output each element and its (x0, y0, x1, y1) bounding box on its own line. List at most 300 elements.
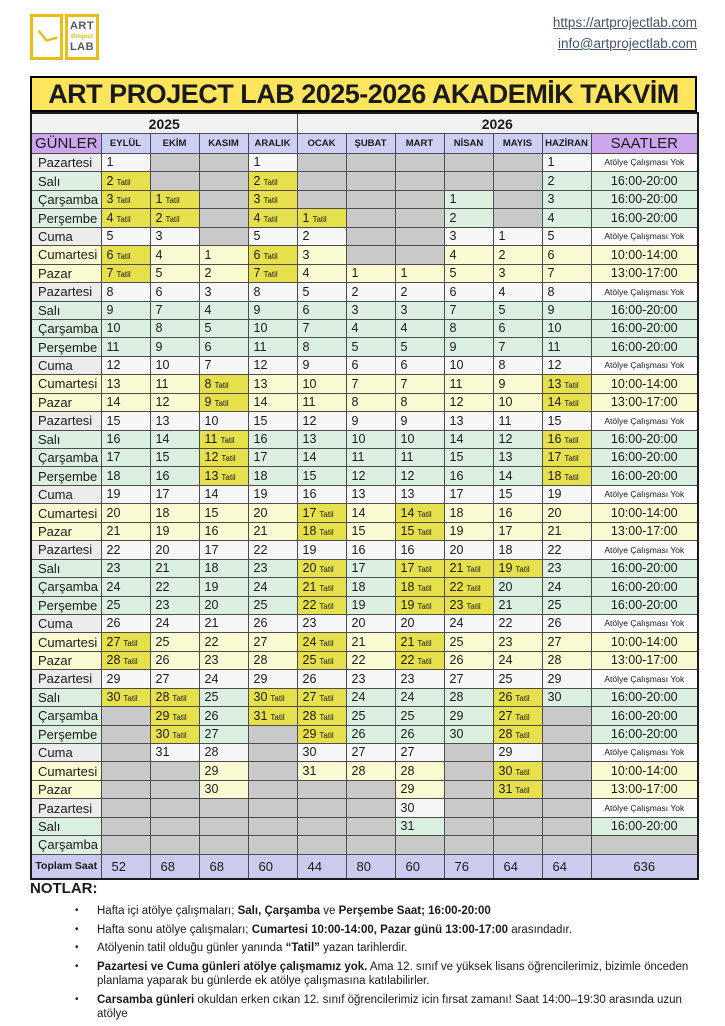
calendar-cell (199, 780, 248, 798)
note-text (97, 993, 697, 1022)
calendar-cell (150, 227, 199, 245)
day-number: 20 (204, 597, 219, 612)
tatil-badge: Tatil (515, 767, 530, 777)
calendar-cell (101, 449, 150, 467)
saat-cell: Atölye Çalışması Yok (591, 670, 698, 688)
day-number: 1 (155, 192, 163, 207)
month-header: MAYIS (493, 134, 542, 154)
calendar-cell (248, 319, 297, 337)
calendar-cell (395, 283, 444, 301)
day-label: Pazar (31, 780, 101, 798)
calendar-cell (493, 780, 542, 798)
calendar-cell (101, 799, 150, 817)
tatil-badge: Tatil (417, 528, 432, 538)
calendar-cell (199, 504, 248, 522)
calendar-cell (542, 412, 591, 430)
day-number: 4 (204, 302, 212, 317)
calendar-cell (248, 504, 297, 522)
day-number: 26 (547, 616, 562, 631)
total-cell: 64 (493, 854, 542, 879)
month-header: MART (395, 134, 444, 154)
calendar-cell (248, 356, 297, 374)
tatil-badge: Tatil (270, 712, 285, 722)
calendar-cell (395, 725, 444, 743)
website-link[interactable]: https://artprojectlab.com (552, 15, 697, 30)
note-segment: Salı, Çarşamba (237, 905, 321, 917)
calendar-cell (493, 154, 542, 172)
calendar-cell (150, 504, 199, 522)
calendar-cell (444, 799, 493, 817)
calendar-cell (346, 430, 395, 448)
calendar-cell (297, 319, 346, 337)
note-item (30, 923, 697, 938)
day-number: 6 (547, 247, 555, 262)
day-row (31, 633, 698, 651)
calendar-cell (493, 356, 542, 374)
day-number: 31 (498, 782, 513, 797)
calendar-cell (444, 559, 493, 577)
day-number: 15 (204, 505, 219, 520)
day-number: 9 (155, 339, 163, 354)
calendar-cell (395, 412, 444, 430)
calendar-cell (444, 301, 493, 319)
day-number: 18 (155, 505, 170, 520)
month-header: ARALIK (248, 134, 297, 154)
calendar-cell (395, 356, 444, 374)
day-number: 8 (106, 284, 114, 299)
calendar-cell (101, 522, 150, 540)
calendar-cell (395, 578, 444, 596)
day-number: 4 (302, 266, 310, 281)
calendar-cell (395, 504, 444, 522)
calendar-cell (395, 522, 444, 540)
day-number: 19 (302, 542, 317, 557)
calendar-cell (101, 319, 150, 337)
calendar-cell (346, 725, 395, 743)
day-row (31, 596, 698, 614)
calendar-cell (199, 190, 248, 208)
day-number: 20 (400, 616, 415, 631)
day-number: 20 (302, 561, 317, 576)
note-segment: Hafta sonu atölye çalışmaları; (97, 923, 252, 936)
saat-cell: 13:00-17:00 (591, 522, 698, 540)
day-number: 31 (155, 745, 170, 760)
day-number: 3 (302, 247, 310, 262)
tatil-badge: Tatil (564, 454, 579, 464)
day-number: 26 (351, 727, 366, 742)
note-segment: Cumartesi 10:00-14:00, Pazar günü 13:00-17:00 (251, 923, 509, 936)
day-number: 14 (106, 395, 121, 410)
day-number: 23 (204, 653, 219, 668)
day-number: 2 (351, 284, 359, 299)
saat-cell: 16:00-20:00 (591, 338, 698, 356)
calendar-cell (346, 393, 395, 411)
calendar-cell (346, 154, 395, 172)
calendar-cell (248, 393, 297, 411)
calendar-cell (542, 596, 591, 614)
day-number: 14 (155, 432, 170, 447)
total-cell: 64 (542, 854, 591, 879)
day-number: 29 (547, 671, 562, 686)
tatil-badge: Tatil (220, 436, 235, 446)
day-number: 9 (400, 413, 408, 428)
calendar-cell (395, 375, 444, 393)
tatil-badge: Tatil (564, 436, 579, 446)
day-row (31, 246, 698, 264)
day-number: 14 (498, 468, 513, 483)
day-number: 21 (155, 561, 170, 576)
day-label: Cumartesi (31, 762, 101, 780)
day-number: 12 (449, 395, 464, 410)
page-title: ART PROJECT LAB 2025-2026 AKADEMİK TAKVİM (30, 76, 697, 112)
day-number: 9 (449, 339, 457, 354)
day-number: 7 (449, 302, 457, 317)
note-item (30, 993, 697, 1022)
total-cell: 80 (346, 854, 395, 879)
calendar-cell (248, 725, 297, 743)
tatil-badge: Tatil (319, 565, 334, 575)
calendar-cell (346, 264, 395, 282)
day-number: 22 (106, 542, 121, 557)
saat-cell: 16:00-20:00 (591, 707, 698, 725)
day-number: 14 (204, 487, 219, 502)
day-number: 6 (106, 247, 114, 262)
day-number: 21 (547, 524, 562, 539)
day-row (31, 614, 698, 632)
day-number: 1 (106, 155, 114, 170)
calendar-cell (101, 541, 150, 559)
month-header: ŞUBAT (346, 134, 395, 154)
calendar-cell (101, 836, 150, 854)
saat-cell: 16:00-20:00 (591, 725, 698, 743)
day-label: Çarşamba (31, 707, 101, 725)
calendar-cell (444, 264, 493, 282)
calendar-cell (493, 246, 542, 264)
calendar-cell (150, 836, 199, 854)
calendar-cell (199, 246, 248, 264)
day-number: 16 (498, 505, 513, 520)
saat-cell: 16:00-20:00 (591, 817, 698, 835)
calendar-cell (395, 688, 444, 706)
calendar-cell (346, 412, 395, 430)
calendar-cell (493, 762, 542, 780)
calendar-cell (199, 301, 248, 319)
calendar-cell (444, 541, 493, 559)
day-row (31, 799, 698, 817)
day-number: 3 (253, 192, 261, 207)
calendar-cell (493, 301, 542, 319)
calendar-cell (542, 264, 591, 282)
calendar-cell (199, 799, 248, 817)
day-number: 21 (302, 579, 317, 594)
calendar-cell (101, 578, 150, 596)
calendar-cell (395, 227, 444, 245)
calendar-cell (493, 633, 542, 651)
day-number: 17 (155, 487, 170, 502)
day-number: 7 (253, 266, 261, 281)
calendar-cell (493, 614, 542, 632)
day-number: 26 (400, 727, 415, 742)
calendar-cell (297, 688, 346, 706)
calendar-cell (248, 209, 297, 227)
calendar-cell (297, 633, 346, 651)
calendar-cell (493, 651, 542, 669)
calendar-cell (542, 190, 591, 208)
calendar-cell (346, 504, 395, 522)
calendar-cell (444, 578, 493, 596)
tatil-badge: Tatil (123, 657, 138, 667)
calendar-cell (150, 393, 199, 411)
day-label: Pazartesi (31, 799, 101, 817)
day-number: 4 (547, 210, 555, 225)
day-number: 9 (547, 302, 555, 317)
calendar-cell (395, 707, 444, 725)
day-number: 11 (204, 432, 218, 447)
calendar-cell (101, 375, 150, 393)
calendar-cell (542, 504, 591, 522)
calendar-cell (297, 541, 346, 559)
calendar-cell (101, 356, 150, 374)
calendar-cell (297, 559, 346, 577)
calendar-cell (248, 375, 297, 393)
calendar-cell (199, 485, 248, 503)
day-number: 15 (498, 487, 513, 502)
saat-cell: 10:00-14:00 (591, 246, 698, 264)
day-number: 5 (449, 266, 457, 281)
note-segment: Ama 12. sınıf ve yüksek lisans öğrencilerimiz, bizimle önceden planlama yaparak bu günlerde ek atölye çalışmasına katılabilirler. (97, 960, 689, 987)
calendar-cell (542, 467, 591, 485)
tatil-badge: Tatil (417, 509, 432, 519)
day-number: 27 (302, 690, 317, 705)
day-number: 13 (253, 376, 268, 391)
day-number: 24 (449, 616, 464, 631)
day-label: Cuma (31, 614, 101, 632)
day-number: 23 (547, 561, 562, 576)
day-number: 17 (204, 542, 219, 557)
day-number: 6 (449, 284, 457, 299)
total-cell: 44 (297, 854, 346, 879)
calendar-cell (101, 744, 150, 762)
total-label: Toplam Saat (31, 854, 101, 879)
day-number: 4 (106, 210, 114, 225)
month-header: OCAK (297, 134, 346, 154)
month-header: NİSAN (444, 134, 493, 154)
day-number: 8 (351, 395, 359, 410)
calendar-cell (542, 578, 591, 596)
day-label: Çarşamba (31, 319, 101, 337)
tatil-badge: Tatil (263, 214, 278, 224)
day-number: 17 (302, 505, 317, 520)
note-item (30, 904, 697, 919)
day-number: 21 (253, 524, 268, 539)
email-link[interactable]: info@artprojectlab.com (557, 36, 697, 51)
calendar-cell (248, 780, 297, 798)
calendar-cell (395, 596, 444, 614)
calendar-cell (150, 633, 199, 651)
calendar-cell (444, 375, 493, 393)
calendar-cell (542, 375, 591, 393)
logo-line-art: ART (69, 20, 95, 33)
calendar-cell (346, 172, 395, 190)
note-segment: Atölyenin tatil olduğu günler yanında (97, 942, 286, 954)
calendar-cell (395, 264, 444, 282)
calendar-cell (248, 449, 297, 467)
day-label: Cuma (31, 485, 101, 503)
day-number: 23 (400, 671, 415, 686)
calendar-cell (297, 467, 346, 485)
day-number: 16 (351, 542, 366, 557)
calendar-cell (150, 651, 199, 669)
tatil-badge: Tatil (214, 399, 229, 409)
calendar-cell (297, 596, 346, 614)
calendar-cell (395, 190, 444, 208)
day-number: 30 (498, 763, 513, 778)
calendar-cell (150, 559, 199, 577)
day-number: 5 (253, 229, 261, 244)
calendar-cell (444, 338, 493, 356)
day-label: Cuma (31, 356, 101, 374)
calendar-cell (199, 338, 248, 356)
calendar-cell (346, 596, 395, 614)
day-number: 13 (204, 468, 219, 483)
day-number: 13 (449, 413, 464, 428)
tatil-badge: Tatil (417, 601, 432, 611)
tatil-badge: Tatil (515, 731, 530, 741)
tatil-badge: Tatil (221, 454, 236, 464)
calendar-cell (150, 614, 199, 632)
calendar-cell (542, 209, 591, 227)
day-number: 6 (302, 302, 310, 317)
calendar-cell (542, 338, 591, 356)
day-number: 19 (204, 579, 219, 594)
calendar-cell (248, 522, 297, 540)
day-number: 13 (351, 487, 366, 502)
day-number: 11 (302, 395, 316, 410)
day-number: 14 (302, 450, 317, 465)
calendar-cell (493, 596, 542, 614)
calendar-cell (346, 227, 395, 245)
year-row (31, 113, 698, 134)
calendar-cell (542, 836, 591, 854)
day-number: 8 (204, 376, 212, 391)
tatil-badge: Tatil (319, 638, 334, 648)
day-number: 23 (498, 634, 513, 649)
day-number: 4 (498, 284, 506, 299)
calendar-cell (493, 375, 542, 393)
calendar-cell (346, 541, 395, 559)
day-label: Salı (31, 817, 101, 835)
day-label: Pazar (31, 522, 101, 540)
day-row (31, 670, 698, 688)
day-number: 31 (253, 708, 268, 723)
day-label: Pazartesi (31, 541, 101, 559)
calendar-cell (444, 393, 493, 411)
saat-cell: 16:00-20:00 (591, 467, 698, 485)
day-number: 25 (155, 634, 170, 649)
day-number: 10 (106, 321, 121, 336)
year-header: 2025 (31, 113, 297, 134)
day-number: 10 (449, 358, 464, 373)
calendar-cell (444, 190, 493, 208)
day-number: 19 (449, 524, 464, 539)
calendar-cell (493, 688, 542, 706)
day-number: 1 (204, 247, 212, 262)
tatil-badge: Tatil (319, 731, 334, 741)
day-number: 16 (449, 468, 464, 483)
calendar-cell (493, 449, 542, 467)
day-row (31, 762, 698, 780)
day-number: 3 (106, 192, 114, 207)
calendar-cell (101, 504, 150, 522)
grand-total-cell: 636 (591, 854, 698, 879)
calendar-cell (248, 172, 297, 190)
calendar-cell (101, 688, 150, 706)
note-segment: okuldan erken cıkan 12. sınıf öğrencilerimiz icin fırsat zamanı! Saat 14:00–19:30 arasında uzun atölye (97, 993, 682, 1020)
calendar-cell (150, 596, 199, 614)
calendar-cell (199, 633, 248, 651)
day-number: 2 (106, 173, 114, 188)
calendar-cell (395, 541, 444, 559)
calendar-cell (395, 338, 444, 356)
day-number: 30 (155, 727, 170, 742)
day-number: 27 (155, 671, 170, 686)
day-number: 5 (155, 266, 163, 281)
calendar-cell (542, 319, 591, 337)
calendar-cell (346, 467, 395, 485)
saat-cell: Atölye Çalışması Yok (591, 799, 698, 817)
saat-cell: Atölye Çalışması Yok (591, 485, 698, 503)
day-row (31, 559, 698, 577)
calendar-cell (395, 301, 444, 319)
day-number: 10 (400, 432, 415, 447)
day-number: 28 (253, 653, 268, 668)
calendar-cell (101, 209, 150, 227)
calendar-cell (101, 283, 150, 301)
tatil-badge: Tatil (417, 657, 432, 667)
month-header: EYLÜL (101, 134, 150, 154)
day-number: 14 (547, 395, 562, 410)
calendar-cell (199, 596, 248, 614)
calendar-cell (297, 264, 346, 282)
calendar-cell (395, 393, 444, 411)
calendar-cell (542, 780, 591, 798)
logo-text (65, 14, 99, 60)
calendar-cell (150, 412, 199, 430)
calendar-cell (150, 762, 199, 780)
tatil-badge: Tatil (116, 270, 131, 280)
calendar-cell (395, 485, 444, 503)
calendar-cell (199, 172, 248, 190)
day-number: 2 (253, 173, 261, 188)
month-header: HAZİRAN (542, 134, 591, 154)
calendar-cell (346, 670, 395, 688)
day-number: 22 (155, 579, 170, 594)
day-number: 10 (155, 358, 170, 373)
tatil-badge: Tatil (466, 601, 481, 611)
day-number: 17 (449, 487, 464, 502)
day-number: 24 (106, 579, 121, 594)
calendar-cell (101, 633, 150, 651)
day-number: 5 (106, 229, 114, 244)
saat-cell: 16:00-20:00 (591, 190, 698, 208)
calendar-cell (248, 190, 297, 208)
calendar-cell (248, 744, 297, 762)
day-number: 15 (302, 468, 317, 483)
calendar-cell (444, 670, 493, 688)
day-number: 1 (400, 266, 408, 281)
day-number: 30 (253, 690, 268, 705)
day-label: Perşembe (31, 467, 101, 485)
